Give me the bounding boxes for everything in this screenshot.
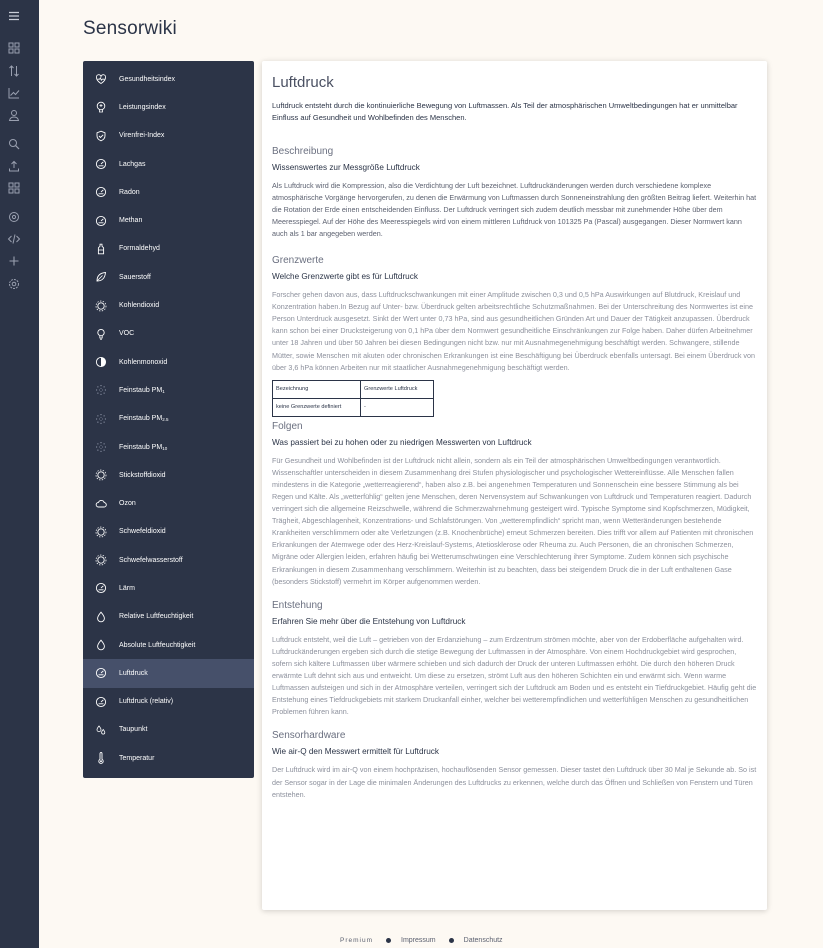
sidebar-item[interactable] xyxy=(83,518,254,546)
table-header-cell: Grenzwerte Luftdruck xyxy=(361,380,434,398)
icon-rail xyxy=(0,0,39,948)
sidebar-item-label: Lärm xyxy=(119,584,135,592)
sidebar-item[interactable] xyxy=(83,631,254,659)
section-text: Für Gesundheit und Wohlbefinden ist der Luftdruck nicht allein, sondern als ein Teil der atmosphärischen Umweltbedingungen verantwortlich. Wissenschaftler unterscheiden in diesem Zusammenhang drei Stufen physiologischer und psychologischer Wettereinflüsse. Alle Menschen fallen mindestens in die Kategorie „wetterreagierend“, haben also z.B. bei angenehmen Temperaturen und Sonnenschein eine bessere Stimmung als bei Regen und Kälte. Als „wetterfühlig“ gelten jene Menschen, deren Nervensystem auf Schwankungen von Luftdruck und Temperaturen reagiert. Dadurch verringert sich die allgemeine Reizschwelle, während die Schmerzwahrnehmung gesteigert wird. Typische Symptome sind Kopfschmerzen, Müdigkeit, Trägheit, Abgeschlagenheit, Konzentrations- und Schlafstörungen. Von „wetterempfindlich“ spricht man, wenn Wetteränderungen bestehende Krankheiten verschlimmern oder alte Verletzungen (z.B. Knochenbrüche) erneut Schmerzen bereiten. Dies trifft vor allem auf Patienten mit chronischen Erkrankungen der Atemwege oder des Herz-Kreislauf-Systems, Atetiosklerose oder Rheuma zu. Auch Personen, die an chronischen Schmerzen, Migräne oder Allergien leiden, erfahren häufig bei Wetterumschwüngen eine Verschlechterung ihrer Symptome. Zudem können sich psychische Erkrankungen in diesem Zusammenhang verschlimmern. Weiterhin ist zu beachten, dass bei steigendem Druck die in der Luft enthaltenen Gase (besonders Stickstoff) vermehrt im Körper aufgenommen werden. xyxy=(272,455,754,586)
molecule-icon xyxy=(95,469,107,481)
section-text: Als Luftdruck wird die Kompression, also die Verdichtung der Luft bezeichnet. Luftdruckänderungen werden durch verschiedene komplexe atmosphärische Vorgänge hervorgerufen, zu denen die Erwärmung von Luftmassen durch Sonneneinstrahlung den größten Beitrag liefert. Weiterhin hat die Rotation der Erde einen entscheidenden Einfluss. Der Luftdruck verringert sich zudem deutlich messbar mit zunehmender Höhe über dem Meeresspiegel. Auf der Höhe des Meeresspiegels wird von einem mittleren Luftdruck von 101325 Pa (Pascal) ausgegangen. Dieser Normwert kann auch als 1 bar angegeben werden. xyxy=(272,180,757,238)
sidebar-item-label: Ozon xyxy=(119,500,136,508)
chart-icon[interactable] xyxy=(7,86,21,100)
dashboard-icon[interactable] xyxy=(7,41,21,55)
impressum-link[interactable]: Impressum xyxy=(401,937,436,944)
sidebar-item[interactable] xyxy=(83,206,254,234)
dust-icon xyxy=(95,413,107,425)
sidebar-item-label: Luftdruck xyxy=(119,669,148,677)
section-heading: Beschreibung xyxy=(272,145,334,157)
dew-icon xyxy=(95,724,107,736)
subscript: 2.5 xyxy=(162,417,169,423)
sidebar-item[interactable] xyxy=(83,744,254,772)
sort-icon[interactable] xyxy=(7,64,21,78)
gauge-icon xyxy=(95,582,107,594)
limits-table xyxy=(272,380,434,417)
brain-icon xyxy=(95,101,107,113)
sidebar-item[interactable] xyxy=(83,291,254,319)
menu-icon[interactable] xyxy=(7,9,21,23)
section-text: Der Luftdruck wird im air-Q von einem hochpräzisen, hochauflösenden Sensor gemessen. Dieser tastet den Luftdruck über 30 Mal je Sekunde ab. So ist der Sensor sogar in der Lage die minimalen Änderungen des Luftdrucks zu erkennen, welche durch das Öffnen und Schließen von Fenstern und Türen entstehen. xyxy=(272,765,757,799)
sidebar-item[interactable] xyxy=(83,122,254,150)
separator-dot xyxy=(449,938,454,943)
apps-icon[interactable] xyxy=(7,181,21,195)
gauge-icon xyxy=(95,667,107,679)
sidebar-item-label: Kohlendioxid xyxy=(119,302,160,310)
sidebar-item-label: Absolute Luftfeuchtigkeit xyxy=(119,641,196,649)
sidebar-item[interactable] xyxy=(83,433,254,461)
table-cell: keine Grenzwerte definiert xyxy=(273,398,361,416)
molecule-icon xyxy=(95,300,107,312)
sidebar-item[interactable] xyxy=(83,320,254,348)
leaf-icon xyxy=(95,271,107,283)
sidebar-item-label: Stickstoffdioxid xyxy=(119,471,166,479)
cloud-icon xyxy=(95,498,107,510)
gauge-icon xyxy=(95,186,107,198)
bulb-icon xyxy=(95,328,107,340)
gauge-icon xyxy=(95,158,107,170)
code-icon[interactable] xyxy=(7,232,21,246)
sidebar-item-label: Radon xyxy=(119,188,140,196)
plus-icon[interactable] xyxy=(7,254,21,268)
sidebar-item[interactable] xyxy=(83,461,254,489)
search-icon[interactable] xyxy=(7,137,21,151)
sidebar-item-label: Lachgas xyxy=(119,160,146,168)
settings-icon[interactable] xyxy=(7,210,21,224)
table-row xyxy=(273,398,434,416)
sidebar-item[interactable] xyxy=(83,65,254,93)
section-subheading: Wissenswertes zur Messgröße Luftdruck xyxy=(272,162,420,172)
sidebar-item-label: Schwefeldioxid xyxy=(119,528,166,536)
gear-icon[interactable] xyxy=(7,277,21,291)
section-sensorhardware xyxy=(272,730,757,800)
shield-check-icon xyxy=(95,130,107,142)
page-title: Luftdruck xyxy=(272,74,334,91)
molecule-icon xyxy=(95,554,107,566)
sidebar-item-label: Feinstaub $PM_{10}$ xyxy=(119,443,168,451)
section-entstehung xyxy=(272,600,757,719)
sidebar-item-label: Schwefelwasserstoff xyxy=(119,556,183,564)
dust-icon xyxy=(95,441,107,453)
drop-icon xyxy=(95,611,107,623)
sidebar-item-label: VOC xyxy=(119,330,135,338)
table-header-row xyxy=(273,380,434,398)
table-header-cell: Bezeichnung xyxy=(273,380,361,398)
intro-text: Luftdruck entsteht durch die kontinuierliche Bewegung von Luftmassen. Als Teil der atmosphärischen Umweltbedingungen hat er unmittelbar Einfluss auf Gesundheit und Wohlbefinden des Menschen. xyxy=(272,101,738,123)
user-icon[interactable] xyxy=(7,108,21,122)
sidebar-item[interactable] xyxy=(83,376,254,404)
heart-pulse-icon xyxy=(95,73,107,85)
half-circle-icon xyxy=(95,356,107,368)
sidebar-item-label: Feinstaub $PM_{2.5}$ xyxy=(119,415,169,423)
subscript: 1 xyxy=(162,388,165,394)
sidebar-item-label: Gesundheitsindex xyxy=(119,75,176,83)
sidebar-item[interactable] xyxy=(83,688,254,716)
drop-icon xyxy=(95,639,107,651)
gauge-icon xyxy=(95,215,107,227)
datenschutz-link[interactable]: Datenschutz xyxy=(463,937,503,944)
section-grenzwerte xyxy=(272,255,757,417)
sidebar-item-label: Taupunkt xyxy=(119,726,148,734)
sidebar-item[interactable] xyxy=(83,659,254,687)
sidebar-item-label: Temperatur xyxy=(119,754,155,762)
sidebar-item-label: Sauerstoff xyxy=(119,273,151,281)
footer xyxy=(340,937,516,944)
sidebar-item[interactable] xyxy=(83,150,254,178)
sidebar-item-label: Formaldehyd xyxy=(119,245,160,253)
section-folgen xyxy=(272,421,757,588)
section-text: Luftdruck entsteht, weil die Luft – getrieben von der Erdanziehung – zum Erdzentrum strömen möchte, aber von der Erdoberfläche aufgehalten wird. Luftdruckänderungen ergeben sich durch die stetige Bewegung der Luftmassen in der Atmosphäre. Von einem Hochdruckgebiet wird gesprochen, sofern sich kältere Luftmassen über wärmere schieben und sich dadurch der Druck der unteren Luftmassen erhöht. Die durch den höheren Druck erwärmte Luft dehnt sich aus und entweicht. Um diese zu ersetzen, strömt Luft aus den höheren Schichten ein und erwärmt sich. Wenn warme Luftmassen aufsteigen und sich in der Atmosphäre verteilen, verringert sich der Luftdruck am Boden und es entsteht ein Tiefdruckgebiet. Häufig geht die Entstehung eines Tiefdruckgebiets mit starkem Druckanfall einher, welcher bei wetterempfindlichen und wetterfühligen Menschen zu gesundheitlichen Problemen führen kann. xyxy=(272,634,757,717)
section-text: Forscher gehen davon aus, dass Luftdruckschwankungen mit einer Amplitude zwischen 0,3 und 0,5 hPa Auswirkungen auf Blutdruck, Kreislauf und Konzentration haben.In Bezug auf Unter- bzw. Überdruck gelten arbeitsrechtliche Schutzmaßnahmen. Bei der Unterschreitung des Normwertes ist eine Person Unterdruck ausgesetzt. Sinkt der Wert unter 0,73 hPa, sind aus gesundheitlichen Gründen Art und Dauer der Tätigkeit anzupassen. Überdruck kann schon bei einer Drucksteigerung von 0,1 hPa über dem Normwert gesundheitliche Einschränkungen zur Folge haben. Daher dürfen Arbeitnehmer unter 18 Jahren und über 50 Jahren bei diesen Bedingungen nicht bzw. nur mit Ausnahmegenehmigung beschäftigt werden. Schwangere, stillende Mütter, sowie Menschen mit akuten oder chronischen Erkrankungen ist eine Beschäftigung bei Überdruck ebenfalls untersagt. Bei einem Überdruck von über 3,6 hPa können Arbeiten nur mit staatlicher Ausnahmegenehmigung beschäftigt werden. xyxy=(272,290,756,372)
sensor-sidebar xyxy=(83,61,254,778)
sidebar-item-label: Virenfrei-Index xyxy=(119,132,165,140)
section-subheading: Was passiert bei zu hohen oder zu niedrigen Messwerten von Luftdruck xyxy=(272,437,532,447)
sidebar-item[interactable] xyxy=(83,546,254,574)
sidebar-item[interactable] xyxy=(83,716,254,744)
gauge-icon xyxy=(95,696,107,708)
sidebar-item-label: Luftdruck (relativ) xyxy=(119,698,174,706)
thermometer-icon xyxy=(95,752,107,764)
section-heading: Entstehung xyxy=(272,599,323,611)
sidebar-item-label: Kohlenmonoxid xyxy=(119,358,168,366)
bottle-icon xyxy=(95,243,107,255)
sidebar-item[interactable] xyxy=(83,574,254,602)
sidebar-item[interactable] xyxy=(83,178,254,206)
sidebar-item[interactable] xyxy=(83,93,254,121)
sidebar-item-label: Leistungsindex xyxy=(119,103,166,111)
section-heading: Grenzwerte xyxy=(272,255,324,267)
subscript: 10 xyxy=(162,445,168,451)
sidebar-item[interactable] xyxy=(83,348,254,376)
dust-icon xyxy=(95,384,107,396)
section-subheading: Wie air-Q den Messwert ermittelt für Luftdruck xyxy=(272,747,439,757)
content-card xyxy=(262,61,767,910)
table-cell: - xyxy=(361,398,434,416)
molecule-icon xyxy=(95,526,107,538)
separator-dot xyxy=(386,938,391,943)
sidebar-item[interactable] xyxy=(83,603,254,631)
sidebar-item-label: Feinstaub $PM_1$ xyxy=(119,386,165,394)
section-subheading: Erfahren Sie mehr über die Entstehung von Luftdruck xyxy=(272,616,466,626)
sidebar-item[interactable] xyxy=(83,489,254,517)
premium-link[interactable]: Premium xyxy=(340,937,374,944)
section-beschreibung xyxy=(272,146,757,240)
sidebar-item[interactable] xyxy=(83,235,254,263)
sidebar-item[interactable] xyxy=(83,405,254,433)
sidebar-item[interactable] xyxy=(83,263,254,291)
sidebar-item-label: Relative Luftfeuchtigkeit xyxy=(119,613,194,621)
section-heading: Sensorhardware xyxy=(272,730,346,742)
app-title: Sensorwiki xyxy=(83,18,177,39)
section-subheading: Welche Grenzwerte gibt es für Luftdruck xyxy=(272,272,418,282)
upload-icon[interactable] xyxy=(7,159,21,173)
section-heading: Folgen xyxy=(272,420,303,432)
sidebar-item-label: Methan xyxy=(119,217,143,225)
